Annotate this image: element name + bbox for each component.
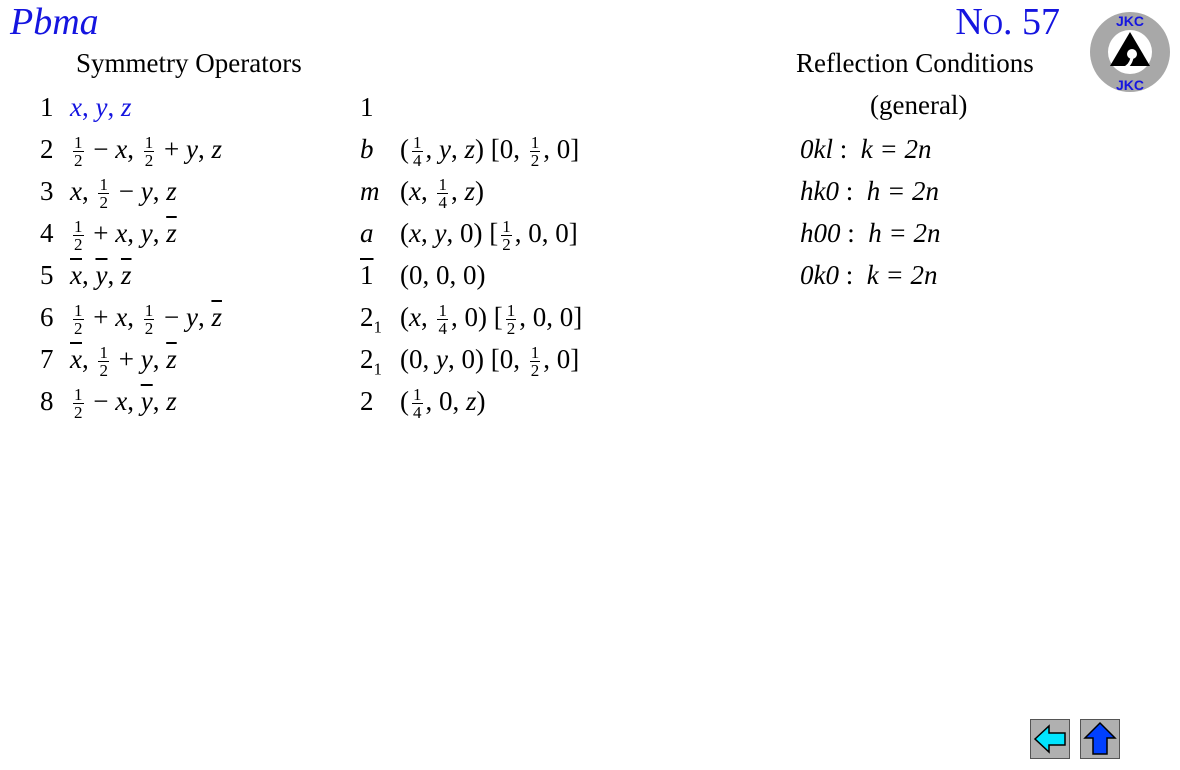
reflection-subheading: (general) xyxy=(870,90,968,120)
symmetry-element-row: 1 (0, 0, 0) xyxy=(360,260,486,290)
reflection-condition: 0k0 : k = 2n xyxy=(800,260,938,290)
coordinate-row: 2 $\frac{1}{2}$ − x, $\frac{1}{2}$ + y, z xyxy=(40,133,222,171)
space-group-title: Pbma xyxy=(10,1,99,43)
back-button[interactable] xyxy=(1030,719,1070,759)
reflection-condition-list xyxy=(800,128,941,296)
symmetry-element-list xyxy=(360,86,582,422)
reflection-condition: h00 : h = 2n xyxy=(800,218,941,248)
symmetry-element-row: $2_1$ (0, y, 0) [0, $\frac{1}{2}$ , 0] xyxy=(360,343,580,381)
symmetry-element-row: m (x, $\frac{1}{4}$ , z) xyxy=(360,175,484,213)
coordinate-row: 8 $\frac{1}{2}$ − x, $\overline{y}$, z xyxy=(40,385,177,423)
reflection-heading: Reflection Conditions xyxy=(796,48,1034,78)
coordinate-row: 1 x, y, z xyxy=(40,92,132,122)
left-arrow-icon xyxy=(1031,720,1069,758)
symmetry-element-row: $2_1$ (x, $\frac{1}{4}$ , 0) [ $\frac{1}{2}$ , 0, 0] xyxy=(360,301,583,339)
coordinate-row: 7 $\overline{x}$, $\frac{1}{2}$ + y, $\overline{z}$ xyxy=(40,343,177,381)
symmetry-element-row: a (x, y, 0) [ $\frac{1}{2}$ , 0, 0] xyxy=(360,217,578,255)
space-group-number: NO. 57 xyxy=(955,1,1060,43)
reflection-condition: hk0 : h = 2n xyxy=(800,176,939,206)
coordinate-row: 5 $\overline{x}$, $\overline{y}$, $\overline{z}$ xyxy=(40,260,132,290)
svg-text:JKC: JKC xyxy=(1115,77,1145,93)
coordinate-row: 3 x, $\frac{1}{2}$ − y, z xyxy=(40,175,177,213)
jkc-logo xyxy=(1088,10,1172,94)
coordinate-row: 6 $\frac{1}{2}$ + x, $\frac{1}{2}$ − y, $\overline{z}$ xyxy=(40,301,222,339)
symmetry-element-row: 1 xyxy=(360,92,374,122)
up-button[interactable] xyxy=(1080,719,1120,759)
coordinate-list xyxy=(40,86,222,422)
coordinate-row: 4 $\frac{1}{2}$ + x, y, $\overline{z}$ xyxy=(40,217,177,255)
up-arrow-icon xyxy=(1081,720,1119,758)
symmetry-element-row: 2 ( $\frac{1}{4}$ , 0, z) xyxy=(360,385,486,423)
svg-text:JKC: JKC xyxy=(1115,13,1145,29)
symmetry-element-row: b ( $\frac{1}{4}$ , y, z) [0, $\frac{1}{2}$ , 0] xyxy=(360,133,580,171)
reflection-condition: 0kl : k = 2n xyxy=(800,134,932,164)
symmetry-heading: Symmetry Operators xyxy=(76,48,302,78)
